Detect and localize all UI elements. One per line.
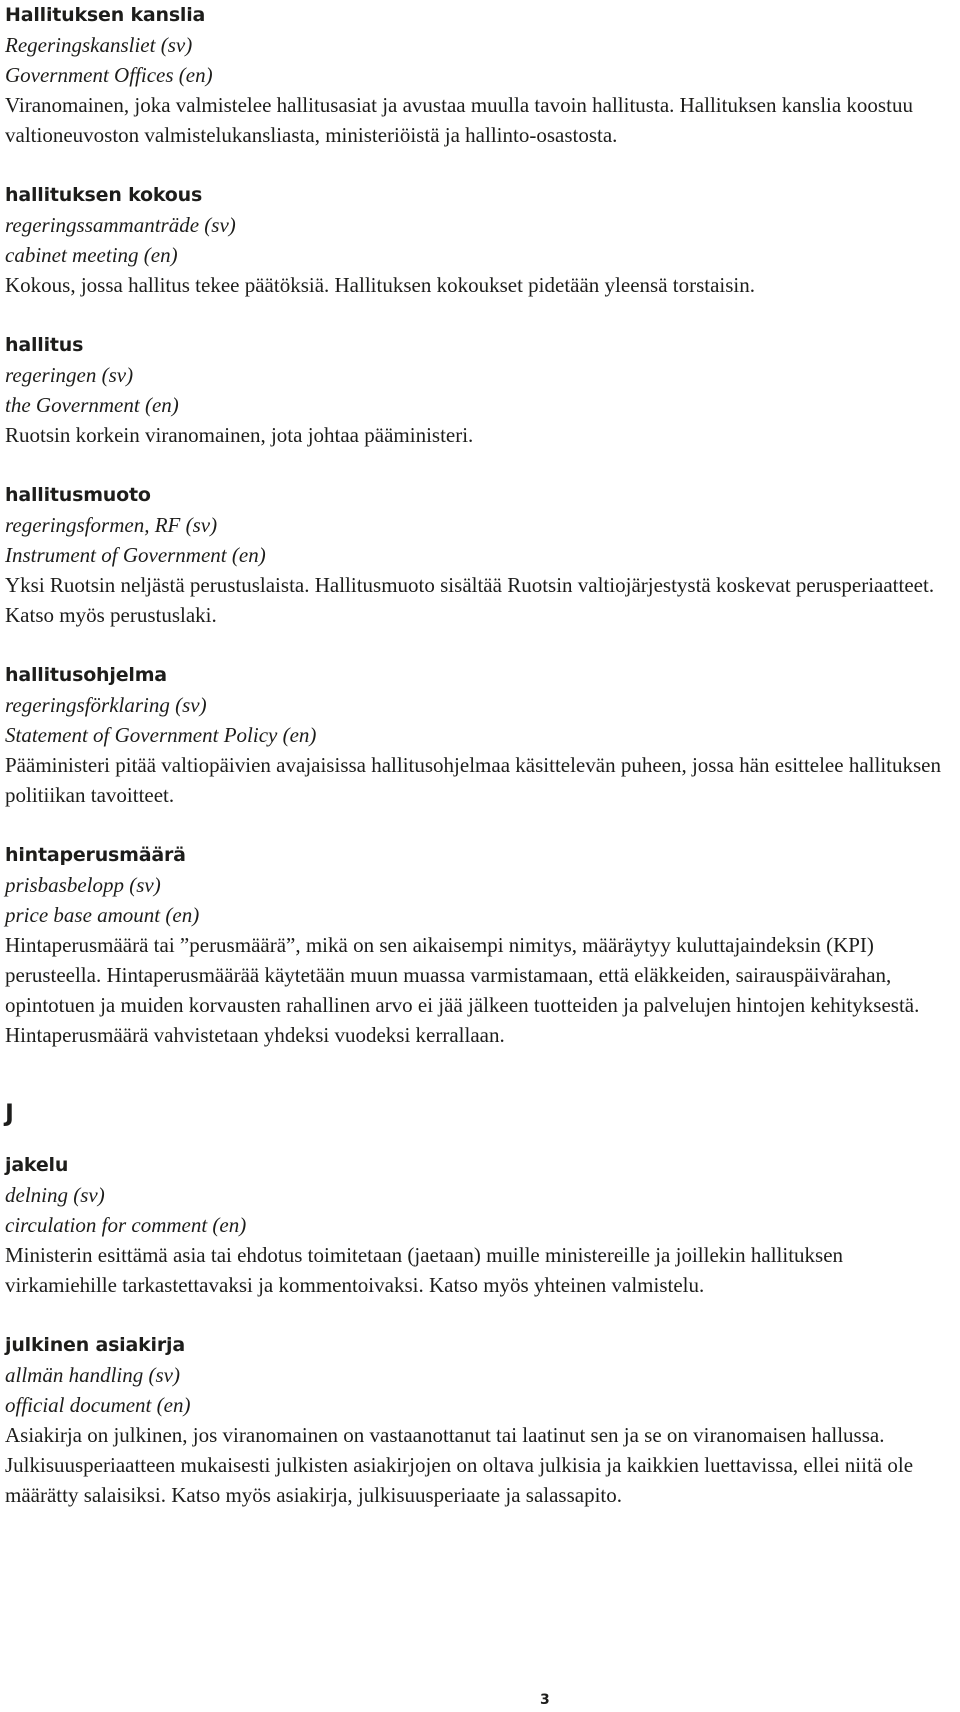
- entry-definition: Asiakirja on julkinen, jos viranomainen on vastaanottanut tai laatinut sen ja se on viranomaisen hallussa. Julkisuusperiaatteen mukaisesti julkisten asiakirjojen on oltava julkisia ja kaikkien luettavissa, ellei niitä ole määrätty salaisiksi. Katso myös asiakirja, julkisuusperiaate ja salassapito.: [5, 1423, 914, 1507]
- entry-spacer: [5, 810, 955, 840]
- entry-definition: Ruotsin korkein viranomainen, jota johtaa pääministeri.: [5, 423, 474, 447]
- glossary-entry: [5, 660, 955, 810]
- entry-term: julkinen asiakirja: [5, 1334, 185, 1356]
- glossary-entry: [5, 840, 955, 1050]
- glossary-page: [5, 0, 955, 1510]
- entry-swedish-term: delning (sv): [5, 1183, 105, 1207]
- entry-english-term: Government Offices (en): [5, 63, 213, 87]
- entry-term: jakelu: [5, 1154, 69, 1176]
- entry-swedish-term: prisbasbelopp (sv): [5, 873, 161, 897]
- entry-english-term: circulation for comment (en): [5, 1213, 247, 1237]
- entry-term: hallitus: [5, 334, 84, 356]
- entry-term: hallituksen kokous: [5, 184, 203, 206]
- entry-swedish-term: regeringsförklaring (sv): [5, 693, 207, 717]
- glossary-entry: [5, 480, 955, 630]
- entry-swedish-term: regeringsformen, RF (sv): [5, 513, 218, 537]
- entry-term: Hallituksen kanslia: [5, 4, 206, 26]
- entry-definition: Kokous, jossa hallitus tekee päätöksiä. Hallituksen kokoukset pidetään yleensä torstaisin.: [5, 273, 756, 297]
- entry-definition: Yksi Ruotsin neljästä perustuslaista. Hallitusmuoto sisältää Ruotsin valtiojärjestystä koskevat perusperiaatteet. Katso myös perustuslaki.: [5, 573, 935, 627]
- entry-english-term: Statement of Government Policy (en): [5, 723, 317, 747]
- entry-swedish-term: Regeringskansliet (sv): [5, 33, 193, 57]
- glossary-entry: [5, 330, 955, 450]
- entry-spacer: [5, 450, 955, 480]
- entry-english-term: the Government (en): [5, 393, 179, 417]
- entry-spacer: [5, 1300, 955, 1330]
- entry-english-term: official document (en): [5, 1393, 191, 1417]
- section-letter-heading: J: [5, 1099, 14, 1127]
- entry-swedish-term: regeringen (sv): [5, 363, 134, 387]
- entry-definition: Pääministeri pitää valtiopäivien avajaisissa hallitusohjelmaa käsittelevän puheen, jossa hän esittelee hallituksen politiikan tavoitteet.: [5, 753, 941, 807]
- entry-definition: Hintaperusmäärä tai ”perusmäärä”, mikä on sen aikaisempi nimitys, määräytyy kuluttajaindeksin (KPI) perusteella. Hintaperusmäärää käytetään muun muassa varmistamaan, että eläkkeiden, sairauspäivärahan, opintotuen ja muiden korvausten rahallinen arvo ei jää jälkeen tuotteiden ja palvelujen hintojen kehityksestä. Hintaperusmäärä vahvistetaan yhdeksi vuodeksi kerrallaan.: [5, 933, 920, 1047]
- entry-term: hintaperusmäärä: [5, 844, 186, 866]
- glossary-entry: [5, 180, 955, 300]
- entry-definition: Viranomainen, joka valmistelee hallitusasiat ja avustaa muulla tavoin hallitusta. Hallituksen kanslia koostuu valtioneuvoston valmistelukansliasta, ministeriöistä ja hallinto-osastosta.: [5, 93, 913, 147]
- entry-english-term: price base amount (en): [5, 903, 200, 927]
- entry-spacer: [5, 300, 955, 330]
- entry-term: hallitusmuoto: [5, 484, 151, 506]
- entry-spacer: [5, 150, 955, 180]
- glossary-entry: [5, 0, 955, 150]
- entry-swedish-term: allmän handling (sv): [5, 1363, 180, 1387]
- entry-definition: Ministerin esittämä asia tai ehdotus toimitetaan (jaetaan) muille ministereille ja joillekin hallituksen virkamiehille tarkastettavaksi ja kommentoivaksi. Katso myös yhteinen valmistelu.: [5, 1243, 844, 1297]
- glossary-entry: [5, 1150, 955, 1300]
- glossary-entry: [5, 1330, 955, 1510]
- entry-spacer: [5, 630, 955, 660]
- entry-term: hallitusohjelma: [5, 664, 167, 686]
- entry-english-term: Instrument of Government (en): [5, 543, 266, 567]
- entry-english-term: cabinet meeting (en): [5, 243, 178, 267]
- entry-swedish-term: regeringssammanträde (sv): [5, 213, 236, 237]
- page-number: 3: [540, 1692, 550, 1708]
